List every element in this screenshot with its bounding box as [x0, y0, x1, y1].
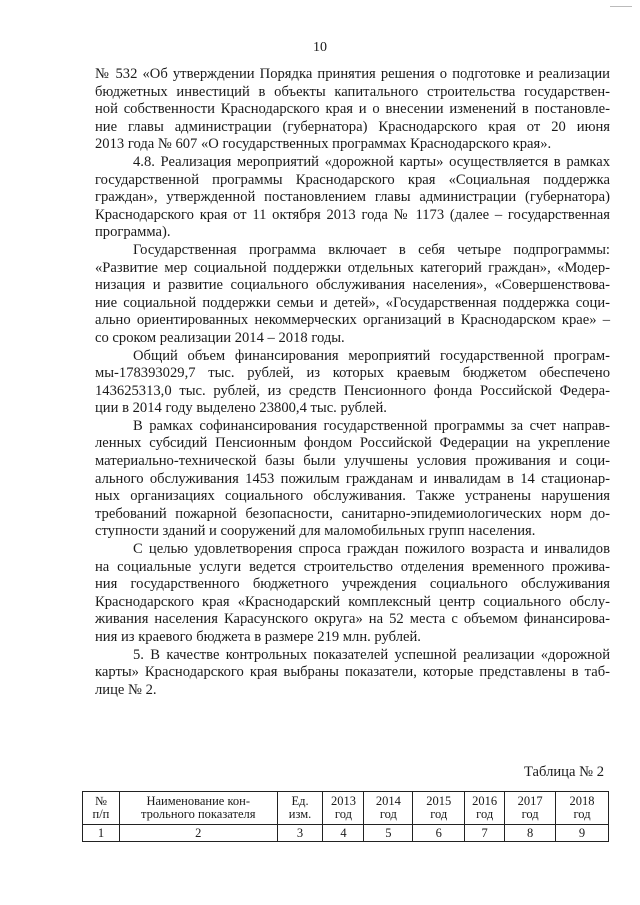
table-caption: Таблица № 2 — [524, 764, 604, 780]
table-number-cell: 9 — [556, 825, 609, 842]
text-line: граждан», утвержденной постановлением главы администрации (губернатора) — [95, 189, 610, 206]
text-line: ции в 2014 году выделено 23800,4 тыс. рублей. — [95, 400, 387, 417]
text-line: карты» Краснодарского края выбраны показатели, которые представлены в таб- — [95, 664, 610, 681]
table-header-cell: 2014 год — [364, 792, 413, 825]
text-line: 2013 года № 607 «О государственных программах Краснодарского края». — [95, 136, 552, 153]
text-line: материально-технической базы были улучшены условия проживания и соци- — [95, 453, 610, 470]
text-line: ние главы администрации (губернатора) Краснодарского края от 20 июня — [95, 118, 610, 135]
text-line: Государственная программа включает в себя четыре подпрограммы: — [133, 241, 610, 258]
table-number-cell: 7 — [465, 825, 505, 842]
table-header-cell: Наименование кон- трольного показателя — [119, 792, 277, 825]
table-column-numbers-row — [83, 825, 609, 842]
text-line: Краснодарского края от 11 октября 2013 года № 1173 (далее – государственная — [95, 206, 610, 223]
page-number: 10 — [313, 40, 327, 55]
text-line: ленных субсидий Пенсионным фондом Российской Федерации на укрепление — [95, 435, 610, 452]
text-line: на социальные услуги ведется строительство отделения временного прожива- — [95, 558, 610, 575]
text-line: 5. В качестве контрольных показателей успешной реализации «дорожной — [133, 646, 610, 663]
table-header-cell: 2013 год — [323, 792, 364, 825]
table-number-cell: 2 — [119, 825, 277, 842]
text-line: лице № 2. — [95, 681, 157, 698]
text-line: требований пожарной безопасности, санитарно-эпидемиологических норм до- — [95, 505, 610, 522]
table-number-cell: 6 — [413, 825, 465, 842]
text-line: В рамках софинансирования государственной программы за счет направ- — [133, 417, 610, 434]
document-body — [95, 66, 610, 699]
text-line: живания населения Карасунского округа» на 52 места с объемом финансирова- — [95, 611, 610, 628]
text-line: ального обслуживания 1453 пожилым гражданам и инвалидам в 14 стационар- — [95, 470, 610, 487]
text-line: низация и развитие социального обслуживания населения», «Совершенствова- — [95, 277, 610, 294]
text-line: ния из краевого бюджета в размере 219 млн. рублей. — [95, 629, 421, 645]
table-number-cell: 3 — [277, 825, 323, 842]
paragraph — [95, 418, 610, 541]
paragraph — [95, 66, 610, 154]
text-line: С целью удовлетворения спроса граждан пожилого возраста и инвалидов — [133, 541, 610, 558]
text-line: № 532 «Об утверждении Порядка принятия решения о подготовке и реализации — [95, 66, 610, 82]
control-indicators-table — [82, 791, 609, 842]
paragraph — [95, 348, 610, 418]
text-line: мы-178393029,7 тыс. рублей, из которых краевым бюджетом обеспечено — [95, 365, 610, 382]
text-line: Общий объем финансирования мероприятий государственной програм- — [133, 347, 610, 364]
text-line: ной собственности Краснодарского края и о внесении изменений в постановле- — [95, 101, 610, 118]
text-line: программа). — [95, 224, 171, 241]
paragraph — [95, 242, 610, 348]
table-number-cell: 8 — [505, 825, 556, 842]
text-line: ально ориентированных некоммерческих организаций в Краснодарском крае» – — [95, 312, 610, 329]
table-number-cell: 1 — [83, 825, 120, 842]
paragraph — [95, 154, 610, 242]
text-line: ние социальной поддержки семьи и детей», «Государственная поддержка соци- — [95, 294, 610, 311]
text-line: ния государственного бюджетного учреждения социального обслуживания — [95, 576, 610, 593]
table-header-row — [83, 792, 609, 825]
table-header-cell: 2018 год — [556, 792, 609, 825]
paragraph — [95, 541, 610, 647]
text-line: «Развитие мер социальной поддержки отдельных категорий граждан», «Модер- — [95, 259, 610, 276]
table-header-cell: № п/п — [83, 792, 120, 825]
text-line: со сроком реализации 2014 – 2018 годы. — [95, 329, 345, 346]
table-header-cell: Ед. изм. — [277, 792, 323, 825]
scan-mark — [610, 6, 632, 7]
text-line: Краснодарского края «Краснодарский комплексный центр социального обслу- — [95, 593, 610, 610]
table-header-cell: 2017 год — [505, 792, 556, 825]
table-number-cell: 4 — [323, 825, 364, 842]
text-line: 4.8. Реализация мероприятий «дорожной карты» осуществляется в рамках — [133, 153, 610, 170]
text-line: ных организациях социального обслуживания. Также устранены нарушения — [95, 488, 610, 505]
text-line: 143625313,0 тыс. рублей, из средств Пенсионного фонда Российской Федера- — [95, 382, 610, 399]
text-line: государственной программы Краснодарского края «Социальная поддержка — [95, 171, 610, 188]
text-line: ступности зданий и сооружений для маломобильных групп населения. — [95, 523, 536, 540]
table-number-cell: 5 — [364, 825, 413, 842]
table-header-cell: 2015 год — [413, 792, 465, 825]
paragraph — [95, 647, 610, 700]
text-line: бюджетных инвестиций в объекты капитального строительства государствен- — [95, 83, 610, 100]
table-header-cell: 2016 год — [465, 792, 505, 825]
